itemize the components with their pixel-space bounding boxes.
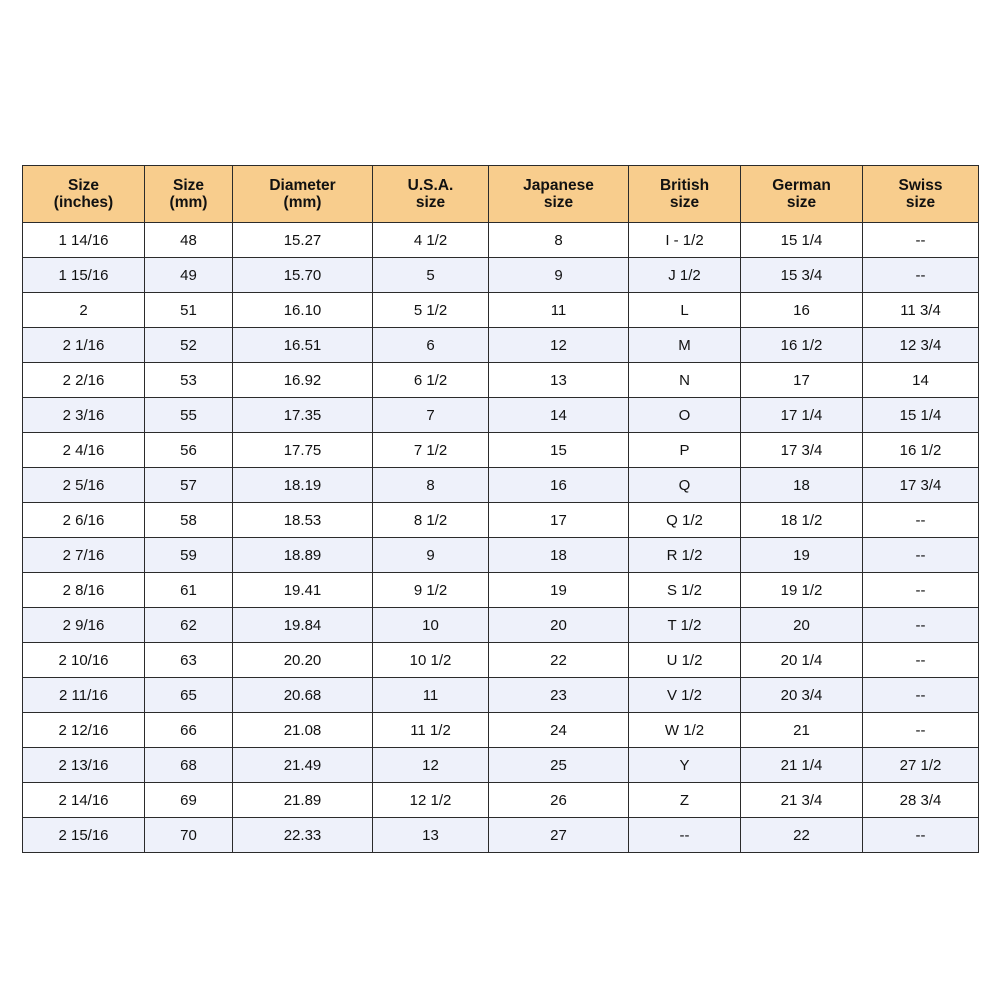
table-cell: 18 1/2 — [741, 503, 863, 538]
table-cell: U 1/2 — [629, 643, 741, 678]
table-cell: 11 3/4 — [863, 293, 979, 328]
table-cell: 20 3/4 — [741, 678, 863, 713]
table-cell: 8 1/2 — [373, 503, 489, 538]
table-cell: 18 — [741, 468, 863, 503]
table-cell: 17.35 — [233, 398, 373, 433]
column-header-line2: (mm) — [283, 194, 322, 211]
column-header-line1: British — [659, 177, 710, 194]
table-cell: 21.89 — [233, 783, 373, 818]
table-cell: 9 — [489, 258, 629, 293]
table-cell: 53 — [145, 363, 233, 398]
table-row — [23, 713, 979, 748]
table-cell: 9 — [373, 538, 489, 573]
table-cell: -- — [863, 223, 979, 258]
table-cell: 15.70 — [233, 258, 373, 293]
table-cell: 48 — [145, 223, 233, 258]
table-cell: 17 3/4 — [741, 433, 863, 468]
table-cell: -- — [863, 538, 979, 573]
table-cell: 11 — [489, 293, 629, 328]
table-cell: 12 — [373, 748, 489, 783]
table-cell: 15 3/4 — [741, 258, 863, 293]
column-header-line2: size — [669, 194, 700, 211]
table-cell: 2 5/16 — [23, 468, 145, 503]
column-header-line2: size — [543, 194, 574, 211]
table-cell: 21 1/4 — [741, 748, 863, 783]
table-cell: 21 — [741, 713, 863, 748]
table-cell: 2 13/16 — [23, 748, 145, 783]
column-header-line2: (mm) — [169, 194, 208, 211]
table-cell: J 1/2 — [629, 258, 741, 293]
table-cell: L — [629, 293, 741, 328]
table-row — [23, 573, 979, 608]
table-cell: 5 — [373, 258, 489, 293]
table-cell: 8 — [489, 223, 629, 258]
table-cell: 27 — [489, 818, 629, 853]
table-row — [23, 678, 979, 713]
table-cell: N — [629, 363, 741, 398]
table-cell: 8 — [373, 468, 489, 503]
table-cell: 61 — [145, 573, 233, 608]
column-header-line2: (inches) — [53, 194, 114, 211]
table-row — [23, 468, 979, 503]
table-cell: 57 — [145, 468, 233, 503]
table-cell: 13 — [489, 363, 629, 398]
table-cell: O — [629, 398, 741, 433]
ring-size-chart — [22, 165, 978, 853]
table-cell: 49 — [145, 258, 233, 293]
table-cell: 2 2/16 — [23, 363, 145, 398]
table-cell: 22 — [741, 818, 863, 853]
table-cell: 28 3/4 — [863, 783, 979, 818]
table-cell: 2 8/16 — [23, 573, 145, 608]
table-cell: R 1/2 — [629, 538, 741, 573]
table-cell: 19 — [741, 538, 863, 573]
table-cell: -- — [863, 573, 979, 608]
column-header-line2: size — [786, 194, 817, 211]
table-row — [23, 538, 979, 573]
table-cell: -- — [863, 818, 979, 853]
table-cell: 12 — [489, 328, 629, 363]
table-cell: 51 — [145, 293, 233, 328]
table-cell: 66 — [145, 713, 233, 748]
table-cell: 62 — [145, 608, 233, 643]
table-row — [23, 608, 979, 643]
table-cell: 2 1/16 — [23, 328, 145, 363]
table-cell: 20 — [741, 608, 863, 643]
table-cell: 6 1/2 — [373, 363, 489, 398]
table-cell: 16 1/2 — [741, 328, 863, 363]
table-cell: 2 11/16 — [23, 678, 145, 713]
table-cell: 14 — [489, 398, 629, 433]
table-cell: 20 1/4 — [741, 643, 863, 678]
table-row — [23, 503, 979, 538]
table-row — [23, 398, 979, 433]
column-header-line1: Size — [67, 177, 99, 194]
table-cell: 27 1/2 — [863, 748, 979, 783]
table-cell: 56 — [145, 433, 233, 468]
table-cell: 12 3/4 — [863, 328, 979, 363]
table-cell: 19 — [489, 573, 629, 608]
table-row — [23, 748, 979, 783]
table-cell: 19.41 — [233, 573, 373, 608]
column-header-diameter-mm — [233, 166, 373, 223]
column-header-japanese-size — [489, 166, 629, 223]
table-cell: 17 3/4 — [863, 468, 979, 503]
table-cell: Y — [629, 748, 741, 783]
table-cell: 14 — [863, 363, 979, 398]
column-header-line2: size — [415, 194, 446, 211]
table-cell: 65 — [145, 678, 233, 713]
table-cell: 20 — [489, 608, 629, 643]
table-row — [23, 643, 979, 678]
table-cell: 2 3/16 — [23, 398, 145, 433]
table-cell: 13 — [373, 818, 489, 853]
table-cell: Q 1/2 — [629, 503, 741, 538]
table-cell: 16.51 — [233, 328, 373, 363]
table-cell: 2 9/16 — [23, 608, 145, 643]
table-cell: 17 1/4 — [741, 398, 863, 433]
table-cell: 7 — [373, 398, 489, 433]
table-row — [23, 433, 979, 468]
column-header-german-size — [741, 166, 863, 223]
column-header-line1: Swiss — [898, 177, 943, 194]
table-cell: P — [629, 433, 741, 468]
table-row — [23, 293, 979, 328]
table-cell: 9 1/2 — [373, 573, 489, 608]
column-header-british-size — [629, 166, 741, 223]
size-conversion-table — [22, 165, 979, 853]
column-header-swiss-size — [863, 166, 979, 223]
table-cell: 2 4/16 — [23, 433, 145, 468]
table-cell: -- — [863, 503, 979, 538]
table-cell: 1 15/16 — [23, 258, 145, 293]
table-cell: 69 — [145, 783, 233, 818]
table-cell: 17 — [489, 503, 629, 538]
table-cell: 5 1/2 — [373, 293, 489, 328]
table-cell: 63 — [145, 643, 233, 678]
table-cell: 20.68 — [233, 678, 373, 713]
table-cell: V 1/2 — [629, 678, 741, 713]
table-cell: 16.10 — [233, 293, 373, 328]
table-cell: 24 — [489, 713, 629, 748]
table-cell: 19.84 — [233, 608, 373, 643]
table-row — [23, 258, 979, 293]
table-row — [23, 783, 979, 818]
table-row — [23, 363, 979, 398]
column-header-usa-size — [373, 166, 489, 223]
table-cell: 2 — [23, 293, 145, 328]
table-cell: S 1/2 — [629, 573, 741, 608]
table-row — [23, 223, 979, 258]
table-cell: 2 15/16 — [23, 818, 145, 853]
table-cell: -- — [863, 643, 979, 678]
table-cell: 6 — [373, 328, 489, 363]
table-cell: 10 — [373, 608, 489, 643]
table-cell: 11 — [373, 678, 489, 713]
table-cell: 52 — [145, 328, 233, 363]
table-cell: 18.53 — [233, 503, 373, 538]
table-cell: -- — [863, 258, 979, 293]
table-cell: T 1/2 — [629, 608, 741, 643]
column-header-size-inches — [23, 166, 145, 223]
table-cell: Z — [629, 783, 741, 818]
table-cell: 16 — [741, 293, 863, 328]
table-cell: Q — [629, 468, 741, 503]
table-cell: 22 — [489, 643, 629, 678]
table-cell: 16 — [489, 468, 629, 503]
table-header-row — [23, 166, 979, 223]
table-cell: 58 — [145, 503, 233, 538]
table-cell: -- — [863, 678, 979, 713]
table-cell: 19 1/2 — [741, 573, 863, 608]
table-cell: 25 — [489, 748, 629, 783]
table-cell: 23 — [489, 678, 629, 713]
table-row — [23, 818, 979, 853]
table-cell: 70 — [145, 818, 233, 853]
column-header-size-mm — [145, 166, 233, 223]
table-cell: 16 1/2 — [863, 433, 979, 468]
table-cell: W 1/2 — [629, 713, 741, 748]
table-cell: 22.33 — [233, 818, 373, 853]
column-header-line2: size — [905, 194, 936, 211]
table-cell: 2 10/16 — [23, 643, 145, 678]
table-cell: -- — [629, 818, 741, 853]
table-cell: 18 — [489, 538, 629, 573]
table-cell: 17 — [741, 363, 863, 398]
table-cell: 2 6/16 — [23, 503, 145, 538]
table-cell: -- — [863, 608, 979, 643]
table-cell: 10 1/2 — [373, 643, 489, 678]
table-row — [23, 328, 979, 363]
table-body — [23, 223, 979, 853]
table-cell: I - 1/2 — [629, 223, 741, 258]
table-header — [23, 166, 979, 223]
table-cell: 21.08 — [233, 713, 373, 748]
table-cell: 2 14/16 — [23, 783, 145, 818]
table-cell: 15 1/4 — [741, 223, 863, 258]
table-cell: -- — [863, 713, 979, 748]
table-cell: 1 14/16 — [23, 223, 145, 258]
table-cell: M — [629, 328, 741, 363]
table-cell: 11 1/2 — [373, 713, 489, 748]
table-cell: 2 7/16 — [23, 538, 145, 573]
column-header-line1: Size — [172, 177, 204, 194]
table-cell: 15 1/4 — [863, 398, 979, 433]
table-cell: 7 1/2 — [373, 433, 489, 468]
table-cell: 55 — [145, 398, 233, 433]
table-cell: 17.75 — [233, 433, 373, 468]
table-cell: 21.49 — [233, 748, 373, 783]
column-header-line1: Japanese — [523, 177, 594, 194]
column-header-line1: U.S.A. — [407, 177, 454, 194]
table-cell: 18.89 — [233, 538, 373, 573]
table-cell: 20.20 — [233, 643, 373, 678]
table-cell: 59 — [145, 538, 233, 573]
table-cell: 2 12/16 — [23, 713, 145, 748]
table-cell: 15 — [489, 433, 629, 468]
table-cell: 21 3/4 — [741, 783, 863, 818]
table-cell: 68 — [145, 748, 233, 783]
table-cell: 4 1/2 — [373, 223, 489, 258]
table-cell: 18.19 — [233, 468, 373, 503]
table-cell: 15.27 — [233, 223, 373, 258]
table-cell: 26 — [489, 783, 629, 818]
table-cell: 12 1/2 — [373, 783, 489, 818]
table-cell: 16.92 — [233, 363, 373, 398]
column-header-line1: Diameter — [269, 177, 336, 194]
column-header-line1: German — [772, 177, 831, 194]
